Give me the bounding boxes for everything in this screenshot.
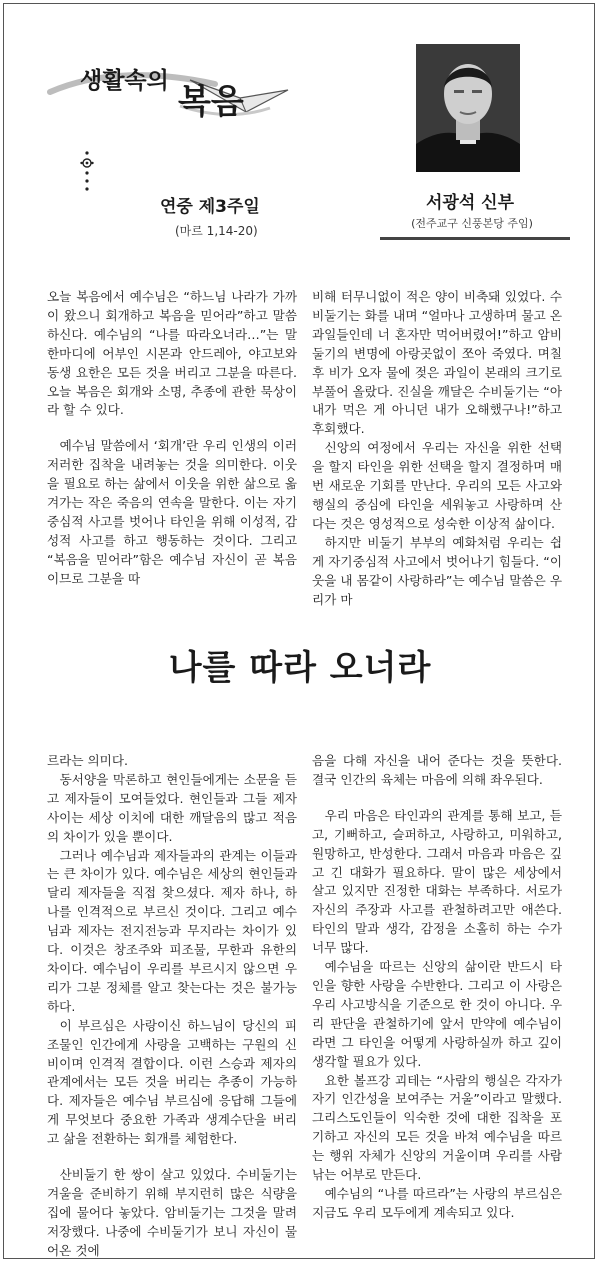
paragraph: 예수님의 “나를 따르라”는 사랑의 부르심은 지금도 우리 모두에게 계속되고 있다. bbox=[312, 1185, 562, 1220]
paragraph: 비해 터무니없이 적은 양이 비축돼 있었다. 수비둘기는 화를 내며 “얼마나 고생하며 물고 온 과일들인데 너 혼자만 먹어버렸어!”하고 암비둘기의 변명에 아랑곳없이 쪼아 죽였다. 며칠 후 비가 오자 물에 젖은 과일이 본래의 크기로 부풀어 올랐다. 진실을 깨달은 수비둘기는 “아내가 먹은 게 아니던 내가 오해했구나!”하고 후회했다. bbox=[312, 289, 562, 437]
author-underline bbox=[380, 237, 570, 240]
paragraph: 하지만 비둘기 부부의 예화처럼 우리는 쉽게 자기중심적 사고에서 벗어나기 힘들다. “이웃을 내 몸같이 사랑하라”는 예수님 말씀은 우리가 마 bbox=[312, 534, 562, 607]
paragraph: 그러나 예수님과 제자들과의 관계는 이들과는 큰 차이가 있다. 예수님은 세상의 현인들과 달리 제자들을 직접 찾으셨다. 제자 하나, 하나를 인격적으로 부르신 것이다. 그리고 예수님과 제자는 전지전능과 무지라는 차이가 있다. 이것은 창조주와 피조물, 무한과 유한의 차이다. 예수님이 우리를 부르시지 않으면 우리가 그분 정체를 알고 찾는다는 것은 불가능하다. bbox=[47, 847, 297, 1014]
paragraph: 우리 마음은 타인과의 관계를 통해 보고, 듣고, 기뻐하고, 슬퍼하고, 사랑하고, 미워하고, 원망하고, 반성한다. 그래서 마음과 마음은 깊고 긴 대화가 필요하다. 말이 많은 세상에서 살고 있지만 진정한 대화는 부족하다. 서로가 자신의 주장과 사고를 관철하려고만 애쓴다. 타인의 말과 생각, 감정을 소홀히 하는 수가 너무 많다. bbox=[312, 807, 562, 956]
sunday-subtitle: 연중 제3주일 bbox=[160, 197, 260, 217]
paragraph: 르라는 의미다. bbox=[47, 753, 128, 768]
series-title-small: 생활속의 bbox=[80, 68, 169, 94]
paragraph: 음을 다해 자신을 내어 준다는 것을 뜻한다. 결국 인간의 육체는 마음에 의해 좌우된다. bbox=[312, 753, 562, 787]
column-top-right bbox=[312, 288, 562, 609]
series-title-big: 복음 bbox=[178, 82, 244, 122]
paragraph: 산비둘기 한 쌍이 살고 있었다. 수비둘기는 겨울을 준비하기 위해 부지런히 많은 식량을 집에 물어다 놓았다. 암비둘기는 그것을 말려 저장했다. 나중에 수비둘기가 보니 자신이 물어온 것에 bbox=[47, 1167, 297, 1258]
paragraph: 신앙의 여정에서 우리는 자신을 위한 선택을 할지 타인을 위한 선택을 할지 결정하며 매번 새로운 기회를 만난다. 우리의 모든 사고와 행실의 중심에 타인을 세워놓고 사랑하며 산다는 것은 영성적으로 성숙한 이상적 삶이다. bbox=[312, 440, 562, 531]
paragraph: 예수님을 따르는 신앙의 삶이란 반드시 타인을 향한 사랑을 수반한다. 그리고 이 사랑은 우리 사고방식을 기준으로 한 것이 아니다. 우리 판단을 관철하기에 앞서 만약에 예수님이라면 그 타인을 어떻게 사랑하실까 하고 깊이 생각할 필요가 있다. bbox=[312, 959, 562, 1069]
paragraph: 요한 볼프강 괴테는 “사람의 행실은 각자가 자기 인간성을 보여주는 거울”이라고 말했다. 그리스도인들이 익숙한 것에 대한 집착을 포기하고 자신의 모든 것을 바쳐 예수님을 따르는 행위 자체가 신앙의 거울이며 우리를 사람 낚는 어부로 만든다. bbox=[312, 1072, 562, 1183]
author-affiliation: (전주교구 신풍본당 주임) bbox=[411, 217, 533, 230]
column-top-left bbox=[47, 288, 297, 589]
author-photo bbox=[416, 44, 520, 172]
decorative-dots-icon bbox=[80, 150, 94, 192]
author-name: 서광석 신부 bbox=[425, 193, 515, 213]
paragraph: 동서양을 막론하고 현인들에게는 소문을 듣고 제자들이 모여들었다. 현인들과 그들 제자 사이는 세상 이치에 대한 깨달음의 많고 적음의 차이가 있을 뿐이다. bbox=[47, 771, 297, 844]
paragraph: 오늘 복음에서 예수님은 “하느님 나라가 가까이 왔으니 회개하고 복음을 믿어라”하고 말씀하신다. 예수님의 “나를 따라오너라…”는 말 한마디에 어부인 시몬과 안드레아, 야고보와 동생 요한은 모든 것을 버리고 그분을 따른다. 오늘 복음은 회개와 소명, 추종에 관한 묵상이라 할 수 있다. bbox=[47, 289, 297, 418]
paragraph: 이 부르심은 사랑이신 하느님이 당신의 피조물인 인간에게 사랑을 고백하는 구원의 신비이며 인격적 결합이다. 이런 스승과 제자의 관계에서는 모든 것을 버리는 추종이 가능하다. 제자들은 예수님 부르심에 응답해 그들에게 무엇보다 중요한 가족과 생계수단을 버리고 삶을 전환하는 회개를 체험한다. bbox=[47, 1017, 297, 1147]
paragraph: 예수님 말씀에서 ‘회개’란 우리 인생의 이러저러한 집착을 내려놓는 것을 의미한다. 이웃을 필요로 하는 삶에서 이웃을 위한 삶으로 옮겨가는 작은 죽음의 연속을 말한다. 이는 자기중심적 사고를 벗어나 타인을 위해 이성적, 감성적 사고를 하고 행동하는 것이다. 그리고 “복음을 믿어라”함은 예수님 자신이 곧 복음이므로 그분을 따 bbox=[47, 438, 297, 586]
gospel-reading-ref: (마르 1,14-20) bbox=[175, 224, 258, 238]
article-headline: 나를 따라 오너라 bbox=[168, 648, 432, 688]
column-bottom-left bbox=[47, 752, 297, 1261]
column-bottom-right bbox=[312, 752, 562, 1223]
bible-logo-art bbox=[40, 50, 300, 140]
